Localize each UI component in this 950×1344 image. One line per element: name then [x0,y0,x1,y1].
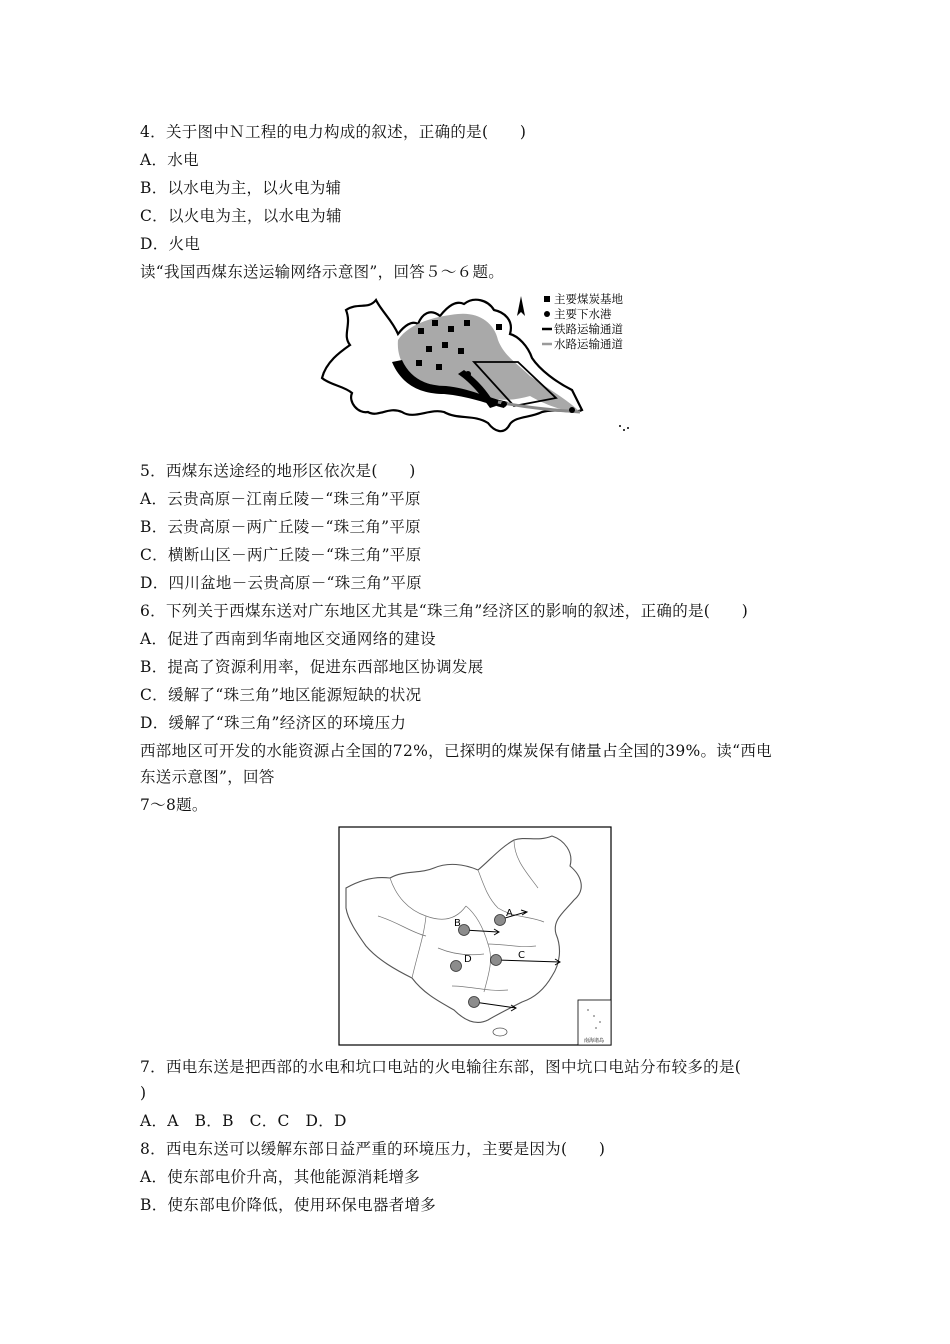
q4-option-d: D．火电 [140,235,201,253]
label-b: B [454,918,461,929]
q6-option-b: B．提高了资源利用率，促进东西部地区协调发展 [140,658,484,676]
q8-option-b: B．使东部电价降低，使用环保电器者增多 [140,1196,437,1214]
q4-stem: 4．关于图中Ｎ工程的电力构成的叙述，正确的是( ) [140,123,527,141]
power-transmission-map [338,826,612,1046]
q8-stem: 8．西电东送可以缓解东部日益严重的环境压力，主要是因为( ) [140,1140,606,1158]
intro-q7-q8-line1: 西部地区可开发的水能资源占全国的72%，已探明的煤炭保有储量占全国的39%。读“西电 [140,742,772,760]
label-a: A [506,908,513,919]
q6-stem: 6．下列关于西煤东送对广东地区尤其是“珠三角”经济区的影响的叙述，正确的是( ) [140,602,749,620]
intro-q7-q8-line3: 7～8题。 [140,796,208,814]
q7-options: A．A B．B C．C D．D [140,1112,347,1130]
q4-option-b: B．以水电为主，以火电为辅 [140,179,342,197]
q8-option-a: A．使东部电价升高，其他能源消耗增多 [140,1168,421,1186]
legend-rail: 铁路运输通道 [554,322,623,336]
legend-port-icon [544,311,550,317]
coal-transport-map [318,290,648,440]
legend-water: 水路运输通道 [554,337,623,351]
intro-q5-q6: 读“我国西煤东送运输网络示意图”，回答５～６题。 [140,263,505,281]
islands [619,425,629,431]
q4-option-c: C．以火电为主，以水电为辅 [140,207,342,225]
label-d: D [464,954,472,965]
inset-label: 南海诸岛 [583,1038,605,1044]
label-c: C [518,950,525,961]
q4-option-a: A．水电 [140,151,199,169]
legend-coal-base-icon [544,296,550,302]
q7-stem-line1: 7．西电东送是把西部的水电和坑口电站的火电输往东部，图中坑口电站分布较多的是( [140,1058,742,1076]
north-arrow-icon [517,296,525,316]
q6-option-c: C．缓解了“珠三角”地区能源短缺的状况 [140,686,422,704]
q6-option-d: D．缓解了“珠三角”经济区的环境压力 [140,714,407,732]
q5-option-a: A．云贵高原－江南丘陵－“珠三角”平原 [140,490,421,508]
legend-coal-base: 主要煤炭基地 [554,292,623,306]
q5-stem: 5．西煤东送途经的地形区依次是( ) [140,462,416,480]
q5-option-c: C．横断山区－两广丘陵－“珠三角”平原 [140,546,422,564]
q5-option-b: B．云贵高原－两广丘陵－“珠三角”平原 [140,518,421,536]
legend-port: 主要下水港 [554,307,612,321]
q5-option-d: D．四川盆地－云贵高原－“珠三角”平原 [140,574,422,592]
intro-q7-q8-line2: 东送示意图”，回答 [140,768,275,786]
q7-stem-line2: ) [140,1084,147,1102]
q6-option-a: A．促进了西南到华南地区交通网络的建设 [140,630,436,648]
